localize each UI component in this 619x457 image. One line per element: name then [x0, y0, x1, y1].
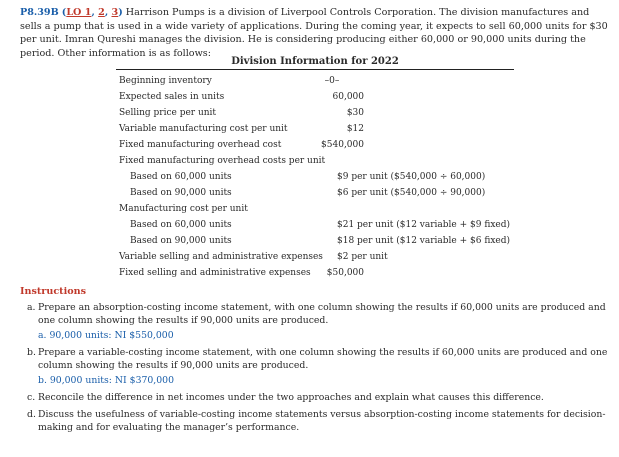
instruction-item: [27, 302, 609, 327]
row-value: $18 per unit ($12 variable + $6 fixed): [337, 236, 511, 246]
row-label: Beginning inventory: [119, 76, 212, 86]
row-label: Fixed selling and administrative expenses: [119, 268, 311, 278]
answer-hint: a. 90,000 units: NI $550,000: [38, 330, 174, 341]
item-text: Discuss the usefulness of variable-costing income statements versus absorption-costing income statements for decision-making and for evaluating the manager’s performance.: [38, 409, 606, 433]
row-label: Fixed manufacturing overhead cost: [119, 140, 282, 150]
instruction-item: [27, 347, 609, 372]
row-value: $50,000: [326, 268, 364, 278]
item-text: Reconcile the difference in net incomes under the two approaches and explain what causes this difference.: [38, 392, 544, 403]
row-value: $2 per unit: [337, 252, 388, 262]
lo-2-link[interactable]: 2: [98, 7, 105, 18]
row-label: Fixed manufacturing overhead costs per unit: [119, 156, 326, 166]
lo-3-link[interactable]: 3: [111, 7, 119, 18]
row-label: Based on 60,000 units: [130, 172, 232, 182]
row-value: $6 per unit ($540,000 ÷ 90,000): [337, 188, 486, 198]
row-value: $9 per unit ($540,000 ÷ 60,000): [337, 172, 486, 182]
item-letter: c.: [27, 392, 36, 403]
instruction-item: [27, 409, 609, 434]
row-value: 60,000: [332, 92, 364, 102]
row-value: $540,000: [321, 140, 364, 150]
instructions-heading: Instructions: [20, 286, 87, 297]
row-label: Manufacturing cost per unit: [119, 204, 248, 214]
row-label: Variable selling and administrative expenses: [119, 252, 323, 262]
learning-objectives: (LO 1, 2, 3): [61, 7, 123, 18]
item-letter: d.: [27, 409, 36, 420]
problem-text: Harrison Pumps is a division of Liverpool Controls Corporation. The division manufactures and sells a pump that is used in a wide variety of applications. During the coming year, it expects to sell 60,000 units for $30 per unit. Imran Qureshi manages the division. He is considering producing either 60,000 or 90,000 units during the period. Other information is as follows:: [20, 7, 608, 59]
row-value: –0–: [324, 76, 340, 86]
instruction-item: [27, 392, 609, 405]
row-value: $21 per unit ($12 variable + $9 fixed): [337, 220, 511, 230]
row-value: $12: [346, 124, 364, 134]
row-label: Variable manufacturing cost per unit: [119, 124, 288, 134]
item-letter: b.: [27, 347, 36, 358]
problem-statement: [20, 6, 610, 60]
table-title: Division Information for 2022: [116, 56, 514, 70]
row-label: Based on 60,000 units: [130, 220, 232, 230]
row-label: Expected sales in units: [119, 92, 225, 102]
row-label: Based on 90,000 units: [130, 236, 232, 246]
problem-number: P8.39B: [20, 7, 59, 18]
item-letter: a.: [27, 302, 36, 313]
item-text: Prepare an absorption-costing income statement, with one column showing the results if 60,000 units are produced and one column showing the results if 90,000 units are produced.: [38, 302, 606, 326]
top-crop-marks: [60, 0, 480, 2]
answer-hint: b. 90,000 units: NI $370,000: [38, 375, 175, 386]
row-value: $30: [346, 108, 364, 118]
row-label: Selling price per unit: [119, 108, 217, 118]
item-text: Prepare a variable-costing income statement, with one column showing the results if 60,000 units are produced and one column showing the results if 90,000 units are produced.: [38, 347, 608, 371]
row-label: Based on 90,000 units: [130, 188, 232, 198]
lo-1-link[interactable]: LO 1: [66, 7, 92, 18]
